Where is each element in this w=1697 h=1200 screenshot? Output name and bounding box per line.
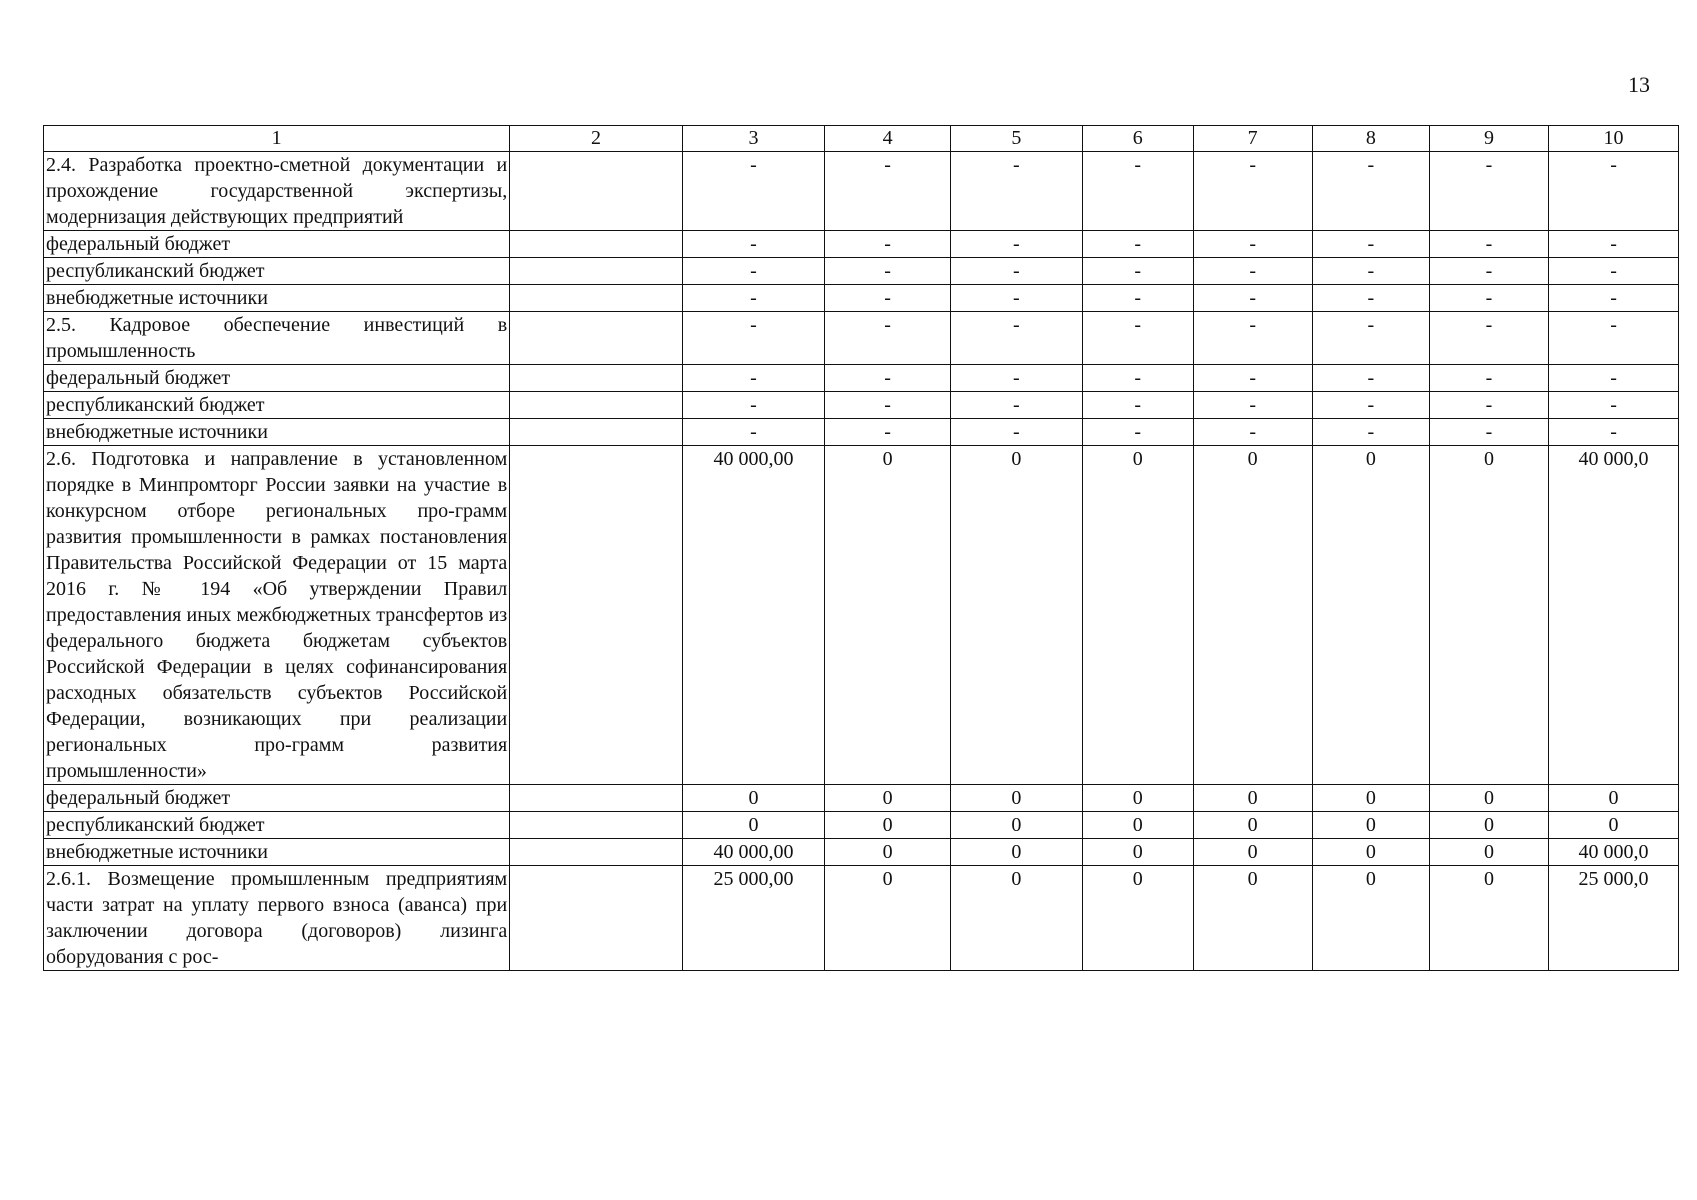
value-cell: - xyxy=(825,231,951,258)
value-cell: - xyxy=(1082,258,1193,285)
value-cell: - xyxy=(1429,285,1548,312)
table-row xyxy=(44,419,1679,446)
value-cell: - xyxy=(950,285,1082,312)
row-label: внебюджетные источники xyxy=(44,839,510,866)
value-cell: 0 xyxy=(1312,785,1429,812)
cell-col2 xyxy=(510,365,682,392)
value-cell: 0 xyxy=(1429,866,1548,971)
value-cell: - xyxy=(1082,365,1193,392)
value-cell: - xyxy=(1193,419,1312,446)
value-cell: - xyxy=(825,365,951,392)
value-cell: - xyxy=(950,258,1082,285)
value-cell: 40 000,00 xyxy=(682,839,825,866)
cell-col2 xyxy=(510,419,682,446)
value-cell: - xyxy=(1549,231,1679,258)
cell-col2 xyxy=(510,285,682,312)
value-cell: - xyxy=(1193,365,1312,392)
value-cell: - xyxy=(1193,152,1312,231)
table-row xyxy=(44,866,1679,971)
budget-table xyxy=(43,125,1679,971)
value-cell: 0 xyxy=(1193,785,1312,812)
value-cell: - xyxy=(682,419,825,446)
value-cell: - xyxy=(1312,258,1429,285)
value-cell: - xyxy=(950,231,1082,258)
row-label: 2.6. Подготовка и направление в установленном порядке в Минпромторг России заявки на участие в конкурсном отборе региональных про-грамм развития промышленности в рамках постановления Правительства Российской Федерации от 15 марта 2016 г. № 194 «Об утверждении Правил предоставления иных межбюджетных трансфертов из федерального бюджета бюджетам субъектов Российской Федерации в целях софинансирования расходных обязательств субъектов Российской Федерации, возникающих при реализации региональных про-грамм развития промышленности» xyxy=(44,446,510,785)
header-cell: 6 xyxy=(1082,126,1193,152)
row-label: республиканский бюджет xyxy=(44,812,510,839)
cell-col2 xyxy=(510,785,682,812)
value-cell: - xyxy=(1549,152,1679,231)
value-cell: - xyxy=(1429,392,1548,419)
value-cell: 0 xyxy=(1429,446,1548,785)
value-cell: 0 xyxy=(682,812,825,839)
table-row xyxy=(44,785,1679,812)
value-cell: - xyxy=(1082,312,1193,365)
table-row xyxy=(44,392,1679,419)
value-cell: - xyxy=(950,152,1082,231)
value-cell: 0 xyxy=(1082,866,1193,971)
row-label: 2.4. Разработка проектно-сметной документации и прохождение государственной экспертизы, модернизация действующих предприятий xyxy=(44,152,510,231)
value-cell: - xyxy=(1193,285,1312,312)
value-cell: - xyxy=(1429,258,1548,285)
cell-col2 xyxy=(510,392,682,419)
value-cell: 0 xyxy=(1312,866,1429,971)
value-cell: - xyxy=(825,258,951,285)
value-cell: - xyxy=(1549,258,1679,285)
value-cell: - xyxy=(950,312,1082,365)
row-label: федеральный бюджет xyxy=(44,365,510,392)
value-cell: 25 000,0 xyxy=(1549,866,1679,971)
table-row xyxy=(44,839,1679,866)
header-cell: 9 xyxy=(1429,126,1548,152)
value-cell: - xyxy=(1549,419,1679,446)
value-cell: - xyxy=(950,392,1082,419)
header-cell: 10 xyxy=(1549,126,1679,152)
value-cell: 0 xyxy=(825,812,951,839)
value-cell: - xyxy=(1193,392,1312,419)
value-cell: - xyxy=(1193,312,1312,365)
row-label: внебюджетные источники xyxy=(44,419,510,446)
value-cell: - xyxy=(682,392,825,419)
header-cell: 1 xyxy=(44,126,510,152)
table-row xyxy=(44,285,1679,312)
value-cell: - xyxy=(1312,312,1429,365)
table-row xyxy=(44,365,1679,392)
value-cell: 0 xyxy=(825,446,951,785)
row-label: республиканский бюджет xyxy=(44,258,510,285)
value-cell: 0 xyxy=(825,866,951,971)
value-cell: - xyxy=(825,419,951,446)
row-label: 2.5. Кадровое обеспечение инвестиций в промышленность xyxy=(44,312,510,365)
value-cell: 40 000,0 xyxy=(1549,446,1679,785)
value-cell: - xyxy=(1312,392,1429,419)
value-cell: - xyxy=(1312,152,1429,231)
value-cell: 0 xyxy=(1429,839,1548,866)
value-cell: 0 xyxy=(1082,785,1193,812)
value-cell: - xyxy=(682,365,825,392)
page-number: 13 xyxy=(1628,72,1650,97)
row-label: федеральный бюджет xyxy=(44,785,510,812)
value-cell: - xyxy=(682,152,825,231)
value-cell: 40 000,00 xyxy=(682,446,825,785)
value-cell: 0 xyxy=(1082,839,1193,866)
value-cell: 0 xyxy=(825,839,951,866)
value-cell: - xyxy=(682,312,825,365)
value-cell: - xyxy=(1312,365,1429,392)
value-cell: - xyxy=(1429,419,1548,446)
value-cell: - xyxy=(1312,285,1429,312)
value-cell: 0 xyxy=(1312,839,1429,866)
value-cell: 40 000,0 xyxy=(1549,839,1679,866)
value-cell: - xyxy=(682,285,825,312)
value-cell: 0 xyxy=(1193,839,1312,866)
value-cell: 0 xyxy=(1312,446,1429,785)
value-cell: - xyxy=(825,312,951,365)
table-row xyxy=(44,231,1679,258)
header-row xyxy=(44,126,1679,152)
value-cell: 0 xyxy=(1193,866,1312,971)
value-cell: - xyxy=(1549,285,1679,312)
value-cell: - xyxy=(1082,231,1193,258)
value-cell: - xyxy=(1549,312,1679,365)
header-cell: 8 xyxy=(1312,126,1429,152)
value-cell: 0 xyxy=(950,866,1082,971)
value-cell: - xyxy=(1193,231,1312,258)
value-cell: 0 xyxy=(950,446,1082,785)
value-cell: 0 xyxy=(1549,785,1679,812)
value-cell: 25 000,00 xyxy=(682,866,825,971)
row-label: республиканский бюджет xyxy=(44,392,510,419)
value-cell: 0 xyxy=(1193,446,1312,785)
cell-col2 xyxy=(510,231,682,258)
header-cell: 2 xyxy=(510,126,682,152)
value-cell: - xyxy=(682,231,825,258)
header-cell: 7 xyxy=(1193,126,1312,152)
value-cell: - xyxy=(950,419,1082,446)
value-cell: - xyxy=(1429,312,1548,365)
value-cell: - xyxy=(1082,392,1193,419)
value-cell: - xyxy=(825,285,951,312)
table-row xyxy=(44,812,1679,839)
row-label: внебюджетные источники xyxy=(44,285,510,312)
cell-col2 xyxy=(510,258,682,285)
header-cell: 3 xyxy=(682,126,825,152)
cell-col2 xyxy=(510,812,682,839)
value-cell: 0 xyxy=(1429,785,1548,812)
value-cell: - xyxy=(1429,152,1548,231)
value-cell: - xyxy=(825,392,951,419)
value-cell: 0 xyxy=(1082,446,1193,785)
table-row xyxy=(44,258,1679,285)
table-row xyxy=(44,312,1679,365)
value-cell: - xyxy=(682,258,825,285)
value-cell: - xyxy=(1082,419,1193,446)
row-label: федеральный бюджет xyxy=(44,231,510,258)
cell-col2 xyxy=(510,839,682,866)
value-cell: 0 xyxy=(1082,812,1193,839)
table-row xyxy=(44,446,1679,785)
header-cell: 5 xyxy=(950,126,1082,152)
value-cell: - xyxy=(825,152,951,231)
value-cell: - xyxy=(1082,285,1193,312)
value-cell: 0 xyxy=(1549,812,1679,839)
value-cell: - xyxy=(1429,365,1548,392)
value-cell: 0 xyxy=(682,785,825,812)
table-row xyxy=(44,152,1679,231)
value-cell: - xyxy=(1312,231,1429,258)
value-cell: 0 xyxy=(950,785,1082,812)
value-cell: - xyxy=(1549,392,1679,419)
value-cell: - xyxy=(1082,152,1193,231)
value-cell: 0 xyxy=(825,785,951,812)
cell-col2 xyxy=(510,312,682,365)
value-cell: 0 xyxy=(1193,812,1312,839)
value-cell: - xyxy=(1193,258,1312,285)
value-cell: 0 xyxy=(1312,812,1429,839)
cell-col2 xyxy=(510,152,682,231)
value-cell: 0 xyxy=(950,839,1082,866)
value-cell: 0 xyxy=(1429,812,1548,839)
value-cell: - xyxy=(1549,365,1679,392)
row-label: 2.6.1. Возмещение промышленным предприятиям части затрат на уплату первого взноса (аванса) при заключении договора (договоров) лизинга оборудования с рос- xyxy=(44,866,510,971)
value-cell: - xyxy=(1312,419,1429,446)
cell-col2 xyxy=(510,446,682,785)
header-cell: 4 xyxy=(825,126,951,152)
cell-col2 xyxy=(510,866,682,971)
value-cell: - xyxy=(950,365,1082,392)
value-cell: - xyxy=(1429,231,1548,258)
value-cell: 0 xyxy=(950,812,1082,839)
